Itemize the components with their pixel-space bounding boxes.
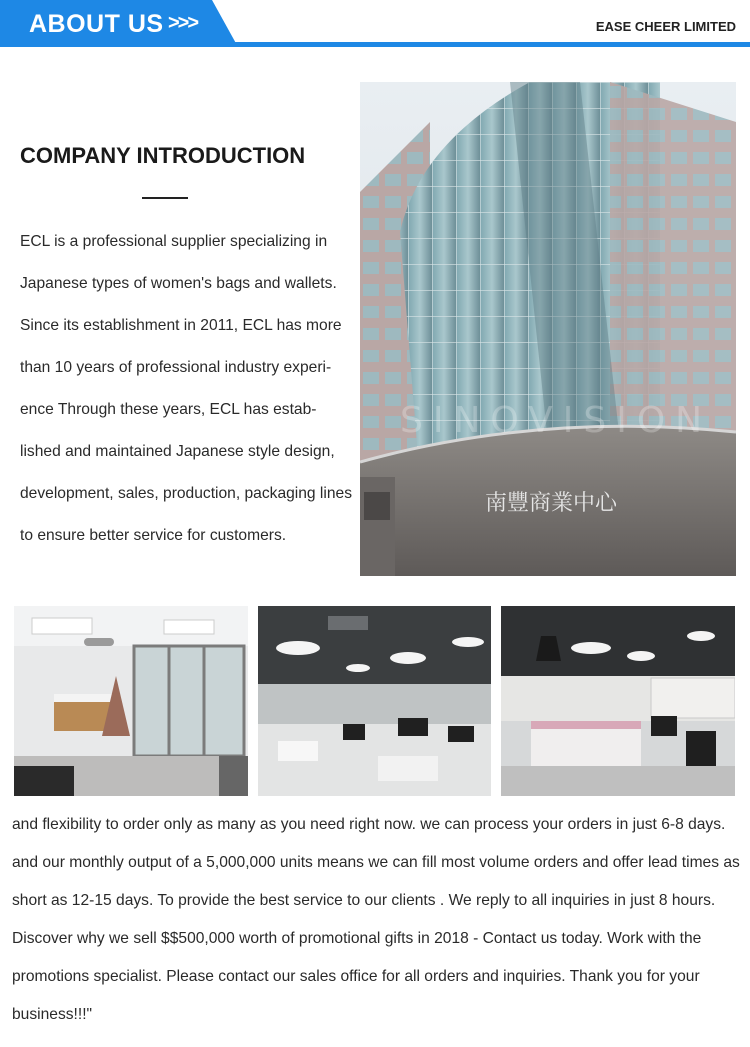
heading-divider bbox=[142, 197, 188, 199]
company-name: EASE CHEER LIMITED bbox=[595, 19, 736, 34]
body-paragraph: and flexibility to order only as many as you need right now. we can process your orders in just 6-8 days. and our monthly output of a 5,000,000 units means we can fill most volume orders and offer lead times as short as 12-15 days. To provide the best service to our clients . We reply to all inquiries in just 8 hours. Discover why we sell $$500,000 worth of promotional gifts in 2018 - Contact us today. Work with the promotions specialist. Please contact our sales office for all orders and inquiries. Thank you for your business!!!" bbox=[12, 816, 740, 1023]
intro-paragraph: ECL is a professional supplier specializing in Japanese types of women's bags and wallets. Since its establishment in 2011, ECL has more than 10 years of professional industry experi- ence Through these years, ECL has estab- lished and maintained Japanese style design, development, sales, production, packaging lines to ensure better service for customers. bbox=[20, 233, 353, 544]
building-photo bbox=[360, 82, 736, 576]
watermark: SINOVISION bbox=[400, 400, 713, 441]
office-photo-1 bbox=[258, 606, 491, 796]
section-heading: COMPANY INTRODUCTION bbox=[20, 143, 306, 168]
building-sign: 南豐商業中心 bbox=[485, 491, 618, 516]
chevrons-icon: >>> bbox=[168, 12, 198, 34]
office-photo-2 bbox=[501, 606, 735, 796]
page-title: ABOUT US bbox=[29, 10, 164, 38]
reception-photo bbox=[14, 606, 248, 796]
